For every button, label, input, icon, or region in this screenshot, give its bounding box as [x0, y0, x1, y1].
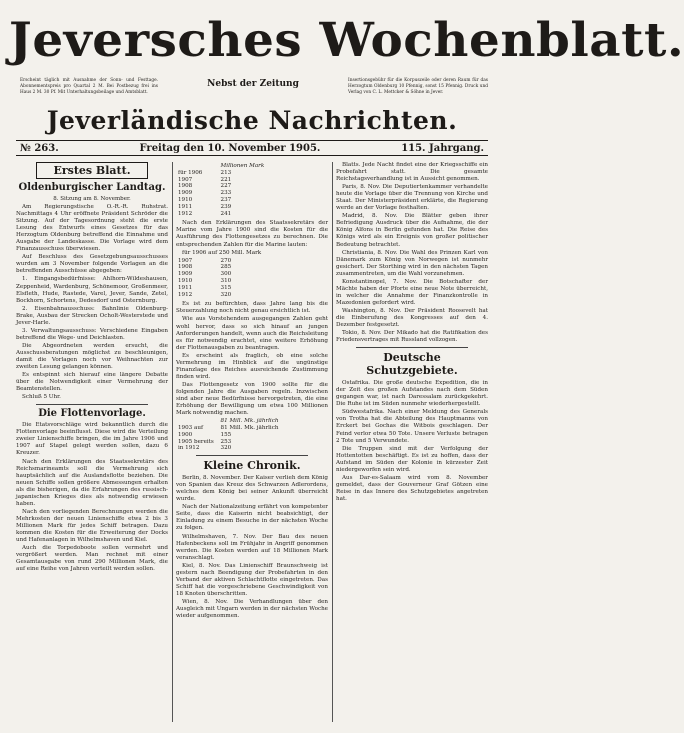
table-year: 1910: [178, 196, 193, 203]
column-1: [16, 162, 168, 722]
table-row: [176, 278, 328, 285]
table-year: für 1906: [178, 169, 203, 176]
dateline: [16, 140, 488, 156]
table-row: [176, 271, 328, 278]
table-row: [176, 177, 328, 184]
table-header: 81 Mill. Mk. jährlich: [220, 418, 279, 425]
table-row: [176, 190, 328, 197]
table-value: 155: [220, 431, 232, 438]
article-body-after: [176, 301, 328, 417]
table-year: 1912: [178, 291, 193, 298]
table-value: 241: [220, 210, 232, 217]
column-rule: [332, 162, 333, 722]
table-row: [176, 204, 328, 211]
article-subhead-landtag: 8. Sitzung am 8. November.: [53, 196, 131, 202]
paragraph: Ostafrika. Die große deutsche Expedition, die in der Zeit des großen Aufstandes nach dem Süden gegangen war, ist nach Daressalam zurückgekehrt. Die Ruhe ist im Süden nunmehr wiederhergestellt.: [336, 380, 488, 408]
paragraph: Auf Beschluss des Gesetzgebungsausschusses wurden am 3 November folgende Vorlagen an die betreffenden Ausschüsse abgegeben:: [16, 254, 168, 275]
table-value: 310: [220, 278, 232, 284]
paragraph: Christiania, 8. Nov. Die Wahl des Prinzen Karl von Dänemark zum König von Norwegen ist nunmehr gesichert. Der Storthing wird in den nächsten Tagen zusammentreten, um die Wahl vorzunehmen.: [336, 249, 488, 277]
masthead-title: Jeversches Wochenblatt.: [8, 13, 684, 68]
column-rule: [172, 162, 173, 722]
article-body-landtag: [16, 204, 168, 401]
table-row: [176, 264, 328, 271]
divider: [196, 455, 308, 456]
table-row: [176, 425, 328, 432]
paragraph: 3. Verwaltungsausschuss: Verschiedene Eingaben betreffend die Wege- und Deichlasten.: [16, 327, 168, 341]
paragraph: Washington, 8. Nov. Der Präsident Roosevelt hat die Einberufung des Kongresses auf den 4. Dezember festgesetzt.: [336, 307, 488, 329]
section-head: Erstes Blatt.: [36, 162, 148, 179]
table-year: 1911: [178, 203, 193, 210]
table-value: 300: [220, 271, 232, 278]
paragraph: Tokio, 8. Nov. Der Mikado hat die Ratifikation des Friedensvertrages mit Russland vollzogen.: [336, 330, 488, 344]
issue-number: № 263.: [20, 142, 59, 154]
table-row: [176, 183, 328, 190]
column-2: [176, 162, 328, 722]
article-body-flotte: [16, 422, 168, 573]
paragraph: Es ist zu befürchten, dass Jahre lang bis die Steuerzahlung noch nicht genau ersichtlich ist.: [176, 301, 328, 315]
table-row: [176, 439, 328, 446]
paragraph: für 1906 auf 250 Mill. Mark: [182, 249, 262, 256]
table-row: [176, 292, 328, 299]
issue-date: Freitag den 10. November 1905.: [139, 142, 321, 154]
paragraph: Nach der Nationalzeitung erfährt von kompetenter Seite, dass die Kaiserin nicht beabsichtigt, der Einladung zu einem Besuche in der nächsten Woche zu folgen.: [176, 504, 328, 532]
paragraph: Aus Dar-es-Salaam wird vom 8. November gemeldet, dass der Gouverneur Graf Götzen eine Reise in das Innere des Schutzgebietes angetreten hat.: [336, 474, 488, 502]
table-row: [176, 445, 328, 452]
subtitle-center: Nebst der Zeitung: [207, 79, 299, 89]
paragraph: Nach den Erklärungen des Staatssekretärs des Reichsmarineamts soll die Vermehrung sich hauptsächlich auf die Auslandsflotte beziehen. Die neuen Schiffe sollen größere Abmessungen erhalten als die bisherigen, da die Erfahrungen des russisch-japanischen Krieges dies als notwendig erwiesen haben.: [16, 458, 168, 507]
budget-table-2: [176, 258, 328, 299]
table-year: 1907: [178, 257, 193, 264]
table-row: [176, 170, 328, 177]
table-year: 1912: [178, 210, 193, 217]
table-year: 1909: [178, 190, 193, 197]
table-row: [176, 211, 328, 218]
table-value: 315: [220, 284, 232, 291]
table-value: 270: [220, 257, 232, 264]
table-year: 1907: [178, 176, 193, 183]
column-3: [336, 162, 488, 722]
table-value: 237: [220, 196, 232, 203]
table-value: 253: [220, 438, 232, 445]
table-value: 320: [220, 445, 232, 452]
newspaper-page: [6, 6, 684, 727]
table-year: 1909: [178, 271, 193, 278]
table-year: 1903 auf: [178, 424, 204, 431]
paragraph: Nach den Erklärungen des Staatssekretärs der Marine vom Jahre 1900 sind die Kosten für die Ausführung des Flottengesetzes zu berechnen. Die entsprechenden Zahlen für die Marine lauten:: [176, 220, 328, 248]
table-row: [176, 285, 328, 292]
insertion-note: Insertionsgebühr für die Korpuszeile oder deren Raum für das Herzogtum Oldenburg 10 Pfennig, sonst 15 Pfennig. Druck und Verlag von C. L. Mettcker & Söhne in Jever.: [348, 78, 488, 95]
article-head-chronik: Kleine Chronik.: [203, 459, 301, 473]
table-value: 233: [220, 190, 232, 197]
paragraph: Es erscheint als fraglich, ob eine solche Vermehrung im Hinblick auf die ungünstige Finanzlage des Reiches ausreichende Zustimmung finden wird.: [176, 352, 328, 380]
table-year: 1908: [178, 264, 193, 271]
table-value: 239: [220, 203, 232, 210]
divider: [36, 404, 148, 405]
table-value: 81 Mill. Mk. jährlich: [220, 424, 279, 431]
paragraph: Blatts. Jede Nacht findet eine der Kriegsschiffe ein Probefahrt statt. Die gesamte Reichstagsverhandlung ist in Aussicht genommen.: [336, 162, 488, 183]
article-body-chronik: [176, 475, 328, 620]
paragraph: 1. Eingangsbedürfnisse: Ahlhorn-Wildeshausen, Zeppenheid, Wardenburg, Schönemoor, Großenmeer, Elsfleth, Hude, Rastede, Varel, Jever, Sande, Zetel, Bockhorn, Schortens, Dedesdorf und Osternburg.: [16, 276, 168, 304]
article-head-landtag: Oldenburgischer Landtag.: [18, 182, 166, 193]
article-body-mid: [176, 220, 328, 256]
paragraph: Südwestafrika. Nach einer Meldung des Generals von Trotha hat die Abteilung des Hauptmanns von Erckert bei Gochas die Witbois geschlagen. Der Feind verlor etwa 50 Tote. Unsere Verluste betragen 2 Tote und 5 Verwundete.: [336, 409, 488, 444]
table-row: [176, 197, 328, 204]
table-year: 1905 bereits: [178, 438, 214, 445]
table-row: [176, 432, 328, 439]
paragraph: Wie aus Vorstehendem ausgegangen Zahlen geht wohl hervor, dass so sich hinauf an jungen Anforderungen handelt, wenn auch die Reichsleitung es für notwendig erachtet, eine weitere Erhöhung der Flottenausgaben zu beantragen.: [176, 316, 328, 351]
table-value: 213: [220, 169, 232, 176]
article-body-schutzgebiete: [336, 380, 488, 503]
paragraph: Paris, 8. Nov. Die Deputiertenkammer verhandelte heute die Vorlage über die Trennung von Kirche und Staat. Der Ministerpräsident erklärte, die Regierung werde an der Vorlage festhalten.: [336, 184, 488, 212]
article-body-news: [336, 162, 488, 344]
table-year: 1908: [178, 183, 193, 190]
paragraph: Auch die Torpedoboote sollen vermehrt und vergrößert werden. Man rechnet mit einer Gesamtausgabe von rund 290 Millionen Mark, die auf eine Reihe von Jahren verteilt werden sollen.: [16, 545, 168, 573]
budget-table-3: [176, 418, 328, 452]
table-value: 221: [220, 176, 232, 183]
table-year: 1910: [178, 278, 193, 284]
table-row: [176, 258, 328, 265]
paragraph: Es entspinnt sich hierauf eine längere Debatte über die Notwendigkeit einer Vermehrung der Beamtenstellen.: [16, 372, 168, 393]
paragraph: Berlin, 8. November. Der Kaiser verlieh dem König von Spanien das Kreuz des Schwarzen Adlerordens, welches dem König bei seiner Ankunft überreicht wurde.: [176, 475, 328, 503]
table-value: 227: [220, 183, 232, 190]
paragraph: Kiel, 8. Nov. Das Linienschiff Braunschweig ist gestern nach Beendigung der Probefahrten in den Verband der aktiven Schlachtflotte eingetreten. Das Schiff hat die vorgeschriebene Geschwindigkeit von 18 Knoten überschritten.: [176, 562, 328, 597]
paragraph: 2. Eisenbahnausschuss: Bahnlinie Oldenburg-Brake, Ausbau der Strecken Ocholt-Westerstede und Jever-Harle.: [16, 305, 168, 326]
paragraph: Wilhelmshaven, 7. Nov. Der Bau des neuen Hafenbeckens soll im Frühjahr in Angriff genommen werden. Die Kosten werden auf 18 Millionen Mark veranschlagt.: [176, 533, 328, 561]
paragraph: Wien, 8. Nov. Die Verhandlungen über den Ausgleich mit Ungarn werden in der nächsten Woche wieder aufgenommen.: [176, 598, 328, 620]
article-head-flotte: Die Flottenvorlage.: [38, 408, 146, 420]
table-year: 1900: [178, 431, 193, 438]
table-header: Millionen Mark: [220, 163, 265, 169]
table-year: in 1912: [178, 445, 200, 452]
paragraph: Am Regierungstische O.-R.-R. Ruhstrat. Nachmittags 4 Uhr eröffnete Präsident Schröder die Sitzung. Auf der Tagesordnung steht die erste Lesung des Entwurfs eines Gesetzes für das Herzogtum Oldenburg betreffend die Einnahme und Ausgabe der Landeskasse. Die Vorlage wird dem Finanzausschuss überwiesen.: [16, 204, 168, 253]
paragraph: Konstantinopel, 7. Nov. Die Botschafter der Mächte haben der Pforte eine neue Note überreicht, in welcher die Annahme der Finanzkontrolle in Mazedonien gefordert wird.: [336, 278, 488, 306]
divider: [356, 347, 468, 348]
second-title: Jeverländische Nachrichten.: [46, 106, 458, 135]
article-head-schutzgebiete: Deutsche Schutzgebiete.: [366, 351, 458, 378]
paragraph: Die Truppen sind mit der Verfolgung der Hottentotten beschäftigt. Es ist zu hoffen, dass der Aufstand im Süden der Kolonie in kürzester Zeit niedergeworfen sein wird.: [336, 445, 488, 473]
paragraph: Die Abgeordneten werden ersucht, die Ausschussberatungen möglichst zu beschleunigen, damit die Vorlagen noch vor Weihnachten zur zweiten Lesung gelangen können.: [16, 342, 168, 371]
subscription-note: Erscheint täglich mit Ausnahme der Sonn- und Festtage. Abonnementspreis pro Quartal 2 M. Bei Postbezug frei ins Haus 2 M. 30 Pf. Mit Unterhaltungsbeilage und Amtsblatt.: [20, 78, 158, 95]
table-value: 320: [220, 291, 232, 298]
paragraph: Schluß 5 Uhr.: [22, 394, 61, 401]
paragraph: Das Flottengesetz von 1900 sollte für die folgenden Jahre die Ausgaben regeln. Inzwischen sind aber neue Bedürfnisse hervorgetreten, die eine Erhöhung der Bewilligung um etwa 100 Millionen Mark notwendig machen.: [176, 381, 328, 417]
volume: 115. Jahrgang.: [401, 142, 484, 154]
budget-table-1: [176, 163, 328, 217]
table-value: 285: [220, 264, 232, 271]
paragraph: Die Etatsvorschläge wird bekanntlich durch die Flottenvorlage beeinflusst. Diese wird die Verteilung zweier Linienschiffe bringen, die im Jahre 1906 und 1907 auf Stapel gelegt werden sollen, dazu 6 Kreuzer.: [16, 422, 168, 457]
paragraph: Nach den vorliegenden Berechnungen werden die Mehrkosten der neuen Linienschiffe etwa 2 bis 3 Millionen Mark für jedes Schiff betragen. Dazu kommen die Kosten für die Erweiterung der Docks und Hafenanlagen in Wilhelmshaven und Kiel.: [16, 508, 168, 544]
table-year: 1911: [178, 284, 193, 291]
paragraph: Madrid, 8. Nov. Die Blätter geben ihrer Befriedigung Ausdruck über die Aufnahme, die der König Alfons in Berlin gefunden hat. Die Reise des Königs wird als ein Ereignis von großer politischer Bedeutung betrachtet.: [336, 213, 488, 248]
